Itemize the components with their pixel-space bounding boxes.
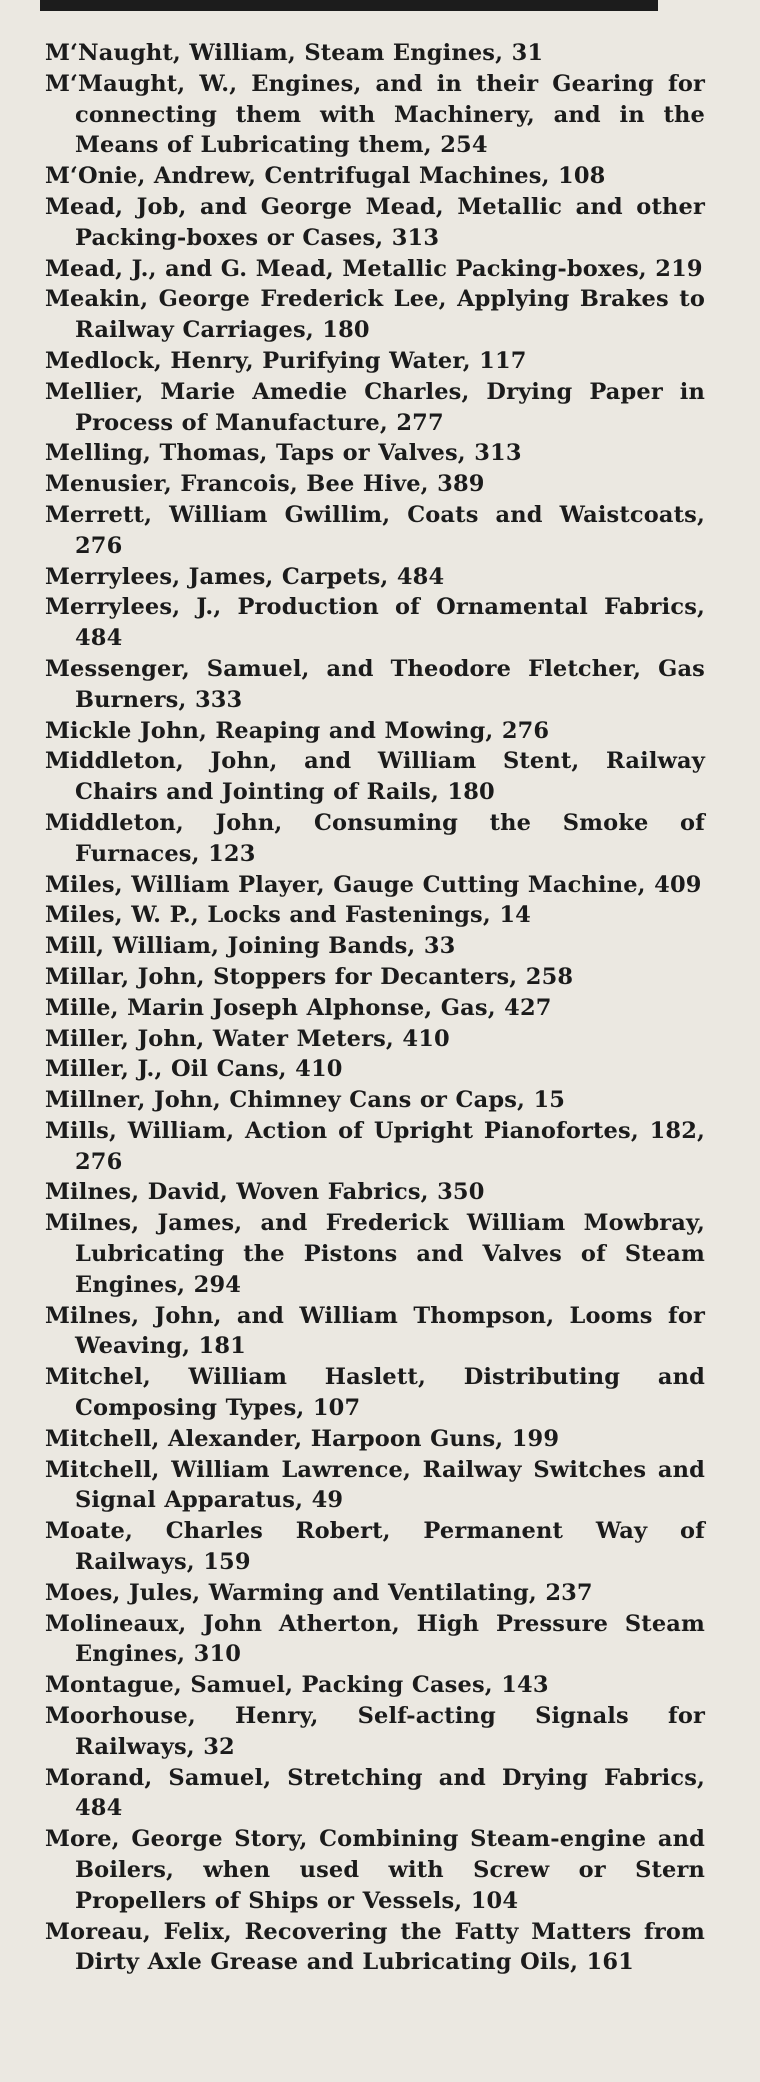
- index-entry: Miles, W. P., Locks and Fastenings, 14: [45, 902, 531, 929]
- index-entry: Miles, William Player, Gauge Cutting Machine, 409: [45, 871, 702, 898]
- index-entry: Mitchel, William Haslett, Distributing and Composing Types, 107: [45, 1364, 705, 1422]
- index-entry: Moate, Charles Robert, Permanent Way of Railways, 159: [45, 1518, 705, 1576]
- index-entry: Melling, Thomas, Taps or Valves, 313: [45, 440, 522, 467]
- top-rule: [40, 0, 658, 11]
- index-entry: Millar, John, Stoppers for Decanters, 258: [45, 963, 574, 990]
- index-entry: Middleton, John, Consuming the Smoke of Furnaces, 123: [45, 809, 705, 867]
- index-entry: M‘Onie, Andrew, Centrifugal Machines, 108: [45, 163, 606, 190]
- index-entry: Mill, William, Joining Bands, 33: [45, 933, 456, 960]
- index-entry: Middleton, John, and William Stent, Railway Chairs and Jointing of Rails, 180: [45, 748, 705, 806]
- index-entry: Mille, Marin Joseph Alphonse, Gas, 427: [45, 994, 552, 1021]
- index-entry: Mead, J., and G. Mead, Metallic Packing-boxes, 219: [45, 255, 703, 282]
- index-entry: Miller, J., Oil Cans, 410: [45, 1056, 343, 1083]
- index-entry: Moreau, Felix, Recovering the Fatty Matters from Dirty Axle Grease and Lubricating Oils, 161: [45, 1918, 705, 1976]
- index-entry: Moes, Jules, Warming and Ventilating, 237: [45, 1579, 593, 1606]
- index-entry: Menusier, Francois, Bee Hive, 389: [45, 471, 485, 498]
- index-entry: More, George Story, Combining Steam-engine and Boilers, when used with Screw or Stern Propellers of Ships or Vessels, 104: [45, 1826, 705, 1914]
- index-entry: Mellier, Marie Amedie Charles, Drying Paper in Process of Manufacture, 277: [45, 378, 705, 436]
- index-entry: Morand, Samuel, Stretching and Drying Fabrics, 484: [45, 1764, 705, 1822]
- index-entry: Millner, John, Chimney Cans or Caps, 15: [45, 1087, 566, 1114]
- index-entry: Meakin, George Frederick Lee, Applying Brakes to Railway Carriages, 180: [45, 286, 705, 344]
- index-entry: M‘Maught, W., Engines, and in their Gearing for connecting them with Machinery, and in the Means of Lubricating them, 254: [45, 70, 705, 159]
- index-entry: Montague, Samuel, Packing Cases, 143: [45, 1672, 549, 1699]
- index-entry: M‘Naught, William, Steam Engines, 31: [45, 40, 544, 66]
- index-entry: Milnes, John, and William Thompson, Looms for Weaving, 181: [45, 1302, 705, 1360]
- index-entry: Mitchell, Alexander, Harpoon Guns, 199: [45, 1425, 560, 1452]
- index-entry: Mills, William, Action of Upright Pianofortes, 182, 276: [45, 1117, 705, 1175]
- index-entry: Molineaux, John Atherton, High Pressure Steam Engines, 310: [45, 1610, 705, 1668]
- index-entry: Medlock, Henry, Purifying Water, 117: [45, 347, 527, 374]
- index-entry: Merrett, William Gwillim, Coats and Waistcoats, 276: [45, 501, 705, 559]
- index-entry: Miller, John, Water Meters, 410: [45, 1025, 450, 1052]
- index-entry: Merrylees, James, Carpets, 484: [45, 563, 445, 590]
- index-entry: Merrylees, J., Production of Ornamental Fabrics, 484: [45, 594, 705, 652]
- index-entry-list: [45, 38, 705, 1978]
- index-entry: Moorhouse, Henry, Self-acting Signals for Railways, 32: [45, 1703, 705, 1760]
- index-entry: Mickle John, Reaping and Mowing, 276: [45, 717, 550, 744]
- index-entry: Milnes, James, and Frederick William Mowbray, Lubricating the Pistons and Valves of Steam Engines, 294: [45, 1210, 705, 1298]
- index-entry: Messenger, Samuel, and Theodore Fletcher, Gas Burners, 333: [45, 655, 705, 713]
- index-entry: Mead, Job, and George Mead, Metallic and other Packing-boxes or Cases, 313: [45, 193, 705, 251]
- index-entry: Milnes, David, Woven Fabrics, 350: [45, 1179, 485, 1206]
- index-entry: Mitchell, William Lawrence, Railway Switches and Signal Apparatus, 49: [45, 1456, 705, 1514]
